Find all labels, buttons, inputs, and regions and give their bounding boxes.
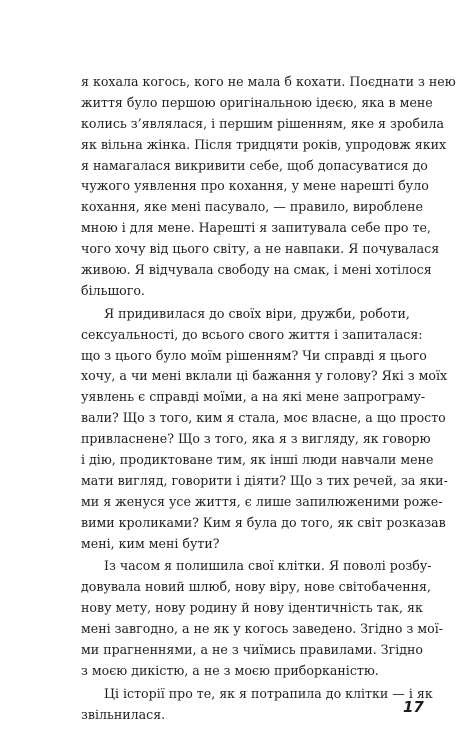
text-line: вими кроликами? Ким я була до того, як світ розказав <box>81 514 446 530</box>
text-line: хочу, а чи мені вклали ці бажання у голову? Які з моїх <box>81 368 448 384</box>
text-line: живою. Я відчувала свободу на смак, і мені хотілося <box>81 262 432 278</box>
text-line: звільнилася. <box>81 706 166 722</box>
text-line: нову мету, нову родину й нову ідентичність так, як <box>81 600 423 616</box>
page-number: 17 <box>403 698 424 716</box>
text-line: мати вигляд, говорити і діяти? Що з тих речей, за яки- <box>81 472 448 488</box>
text-line: довувала новий шлюб, нову віру, нове світобачення, <box>81 579 431 595</box>
text-line: життя було першою оригінальною ідеєю, яка в мене <box>81 94 433 110</box>
text-line: я намагалася викривити себе, щоб допасуватися до <box>81 157 428 173</box>
text-line: більшого. <box>81 282 145 298</box>
paragraph-1 <box>81 72 456 302</box>
paragraph-3 <box>81 556 444 681</box>
text-line: що з цього було моїм рішенням? Чи справді я цього <box>81 347 427 363</box>
text-line: вали? Що з того, ким я стала, моє власне, а що просто <box>81 410 446 426</box>
text-line: сексуальності, до всього свого життя і запиталася: <box>81 326 423 342</box>
text-line: мені завгодно, а не як у когось заведено. Згідно з мої- <box>81 621 444 637</box>
text-line: Із часом я полишила свої клітки. Я поволі розбу- <box>104 558 432 574</box>
text-line: привласнене? Що з того, яка я з вигляду, як говорю <box>81 431 431 447</box>
text-line: Я придивилася до своїх віри, дружби, роботи, <box>104 305 410 321</box>
text-line: і дію, продиктоване тим, як інші люди навчали мене <box>81 452 434 468</box>
text-line: уявлень є справді моїми, а на які мене запрограму- <box>81 389 426 405</box>
text-line: як вільна жінка. Після тридцяти років, упродовж яких <box>81 136 447 152</box>
text-line: з моєю дикістю, а не з моєю приборканістю. <box>81 662 379 678</box>
text-line: я кохала когось, кого не мала б кохати. Поєднати з нею <box>81 74 456 89</box>
text-line: ми прагненнями, а не з чиїмись правилами. Згідно <box>81 642 423 658</box>
text-line: чого хочу від цього світу, а не навпаки. Я почувалася <box>81 241 440 257</box>
text-line: мною і для мене. Нарешті я запитувала себе про те, <box>81 220 431 236</box>
text-line: кохання, яке мені пасувало, — правило, вироблене <box>81 199 423 215</box>
paragraph-2 <box>81 304 448 555</box>
text-line: чужого уявлення про кохання, у мене нарешті було <box>81 178 429 194</box>
text-line: колись з’являлася, і першим рішенням, яке я зробила <box>81 115 444 131</box>
text-line: Ці історії про те, як я потрапила до клітки — і як <box>104 685 433 701</box>
text-line: мені, ким мені бути? <box>81 535 220 551</box>
text-line: ми я женуся усе життя, є лише запилюженими роже- <box>81 493 443 509</box>
